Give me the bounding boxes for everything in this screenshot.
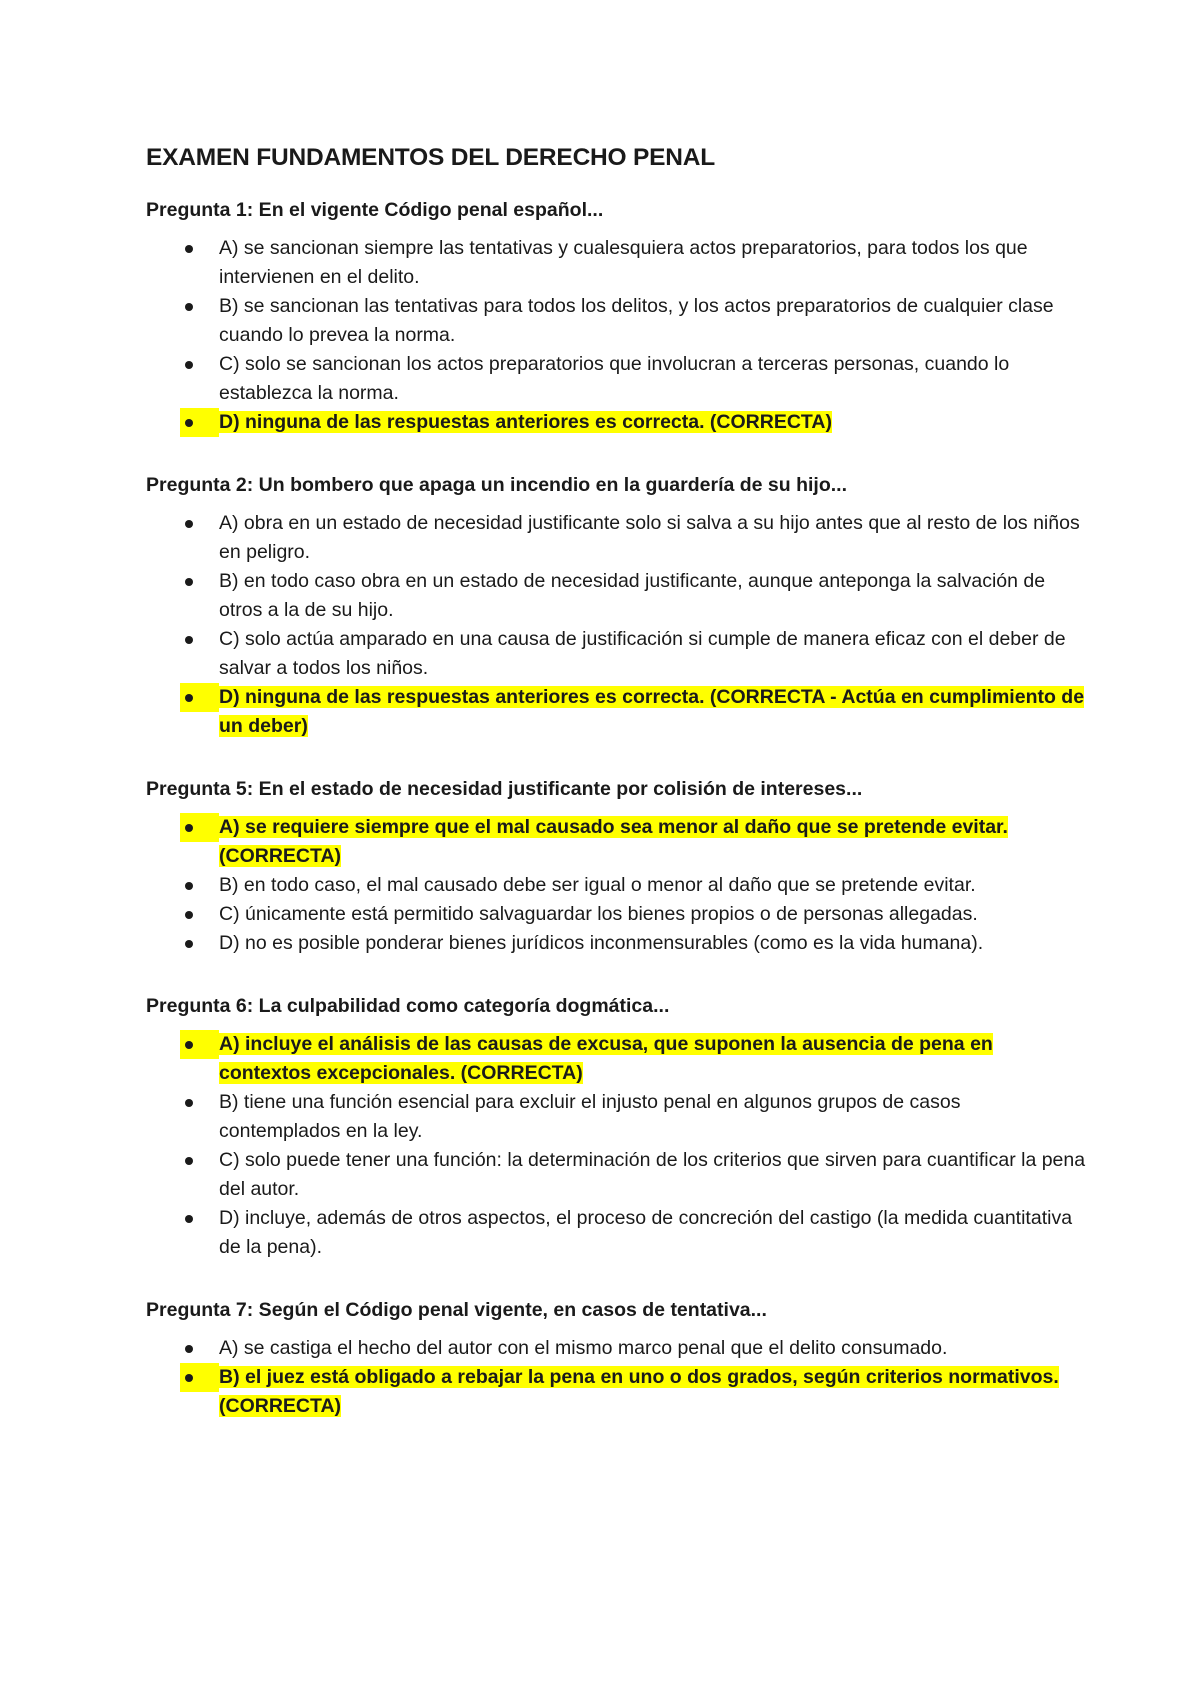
- document-title: EXAMEN FUNDAMENTOS DEL DERECHO PENAL: [146, 144, 716, 171]
- bullet-icon: [185, 1041, 193, 1049]
- answer-options: [146, 509, 1086, 741]
- question-heading: Pregunta 7: Según el Código penal vigente, en casos de tentativa...: [146, 1299, 767, 1321]
- question-heading: Pregunta 1: En el vigente Código penal español...: [146, 199, 604, 221]
- question-6: [146, 992, 1086, 1262]
- bullet-icon: [185, 303, 193, 311]
- answer-option-correct: A) se requiere siempre que el mal causado sea menor al daño que se pretende evitar. (CORRECTA): [146, 813, 1086, 871]
- question-heading: Pregunta 5: En el estado de necesidad justificante por colisión de intereses...: [146, 778, 863, 800]
- answer-option: A) se castiga el hecho del autor con el mismo marco penal que el delito consumado.: [146, 1334, 1086, 1363]
- question-2: [146, 471, 1086, 741]
- bullet-icon: [185, 940, 193, 948]
- answer-option: D) no es posible ponderar bienes jurídicos inconmensurables (como es la vida humana).: [146, 929, 1086, 958]
- answer-option: B) se sancionan las tentativas para todos los delitos, y los actos preparatorios de cualquier clase cuando lo prevea la norma.: [146, 292, 1086, 350]
- answer-options: [146, 1334, 1086, 1421]
- bullet-icon: [185, 520, 193, 528]
- answer-option: B) tiene una función esencial para excluir el injusto penal en algunos grupos de casos contemplados en la ley.: [146, 1088, 1086, 1146]
- answer-option: A) obra en un estado de necesidad justificante solo si salva a su hijo antes que al resto de los niños en peligro.: [146, 509, 1086, 567]
- question-7: [146, 1296, 1086, 1421]
- bullet-icon: [185, 1099, 193, 1107]
- bullet-icon: [185, 1215, 193, 1223]
- bullet-icon: [185, 882, 193, 890]
- answer-option-correct: D) ninguna de las respuestas anteriores es correcta. (CORRECTA - Actúa en cumplimiento de un deber): [146, 683, 1086, 741]
- answer-option: C) únicamente está permitido salvaguardar los bienes propios o de personas allegadas.: [146, 900, 1086, 929]
- bullet-icon: [185, 578, 193, 586]
- answer-option-correct: B) el juez está obligado a rebajar la pena en uno o dos grados, según criterios normativos. (CORRECTA): [146, 1363, 1086, 1421]
- answer-option: B) en todo caso obra en un estado de necesidad justificante, aunque anteponga la salvación de otros a la de su hijo.: [146, 567, 1086, 625]
- document-page: [146, 140, 1086, 1421]
- answer-option: A) se sancionan siempre las tentativas y cualesquiera actos preparatorios, para todos los que intervienen en el delito.: [146, 234, 1086, 292]
- bullet-icon: [185, 636, 193, 644]
- bullet-icon: [185, 824, 193, 832]
- answer-option: D) incluye, además de otros aspectos, el proceso de concreción del castigo (la medida cuantitativa de la pena).: [146, 1204, 1086, 1262]
- bullet-icon: [185, 245, 193, 253]
- question-heading: Pregunta 2: Un bombero que apaga un incendio en la guardería de su hijo...: [146, 474, 848, 496]
- answer-option: C) solo se sancionan los actos preparatorios que involucran a terceras personas, cuando lo establezca la norma.: [146, 350, 1086, 408]
- answer-option: C) solo actúa amparado en una causa de justificación si cumple de manera eficaz con el deber de salvar a todos los niños.: [146, 625, 1086, 683]
- bullet-icon: [185, 361, 193, 369]
- bullet-icon: [185, 1345, 193, 1353]
- answer-options: [146, 813, 1086, 958]
- answer-option-correct: D) ninguna de las respuestas anteriores es correcta. (CORRECTA): [146, 408, 1086, 437]
- answer-options: [146, 1030, 1086, 1262]
- question-5: [146, 775, 1086, 958]
- question-heading: Pregunta 6: La culpabilidad como categoría dogmática...: [146, 995, 670, 1017]
- bullet-icon: [185, 911, 193, 919]
- bullet-icon: [185, 419, 193, 427]
- bullet-icon: [185, 694, 193, 702]
- answer-option: C) solo puede tener una función: la determinación de los criterios que sirven para cuantificar la pena del autor.: [146, 1146, 1086, 1204]
- answer-options: [146, 234, 1086, 437]
- answer-option: B) en todo caso, el mal causado debe ser igual o menor al daño que se pretende evitar.: [146, 871, 1086, 900]
- question-1: [146, 196, 1086, 437]
- bullet-icon: [185, 1374, 193, 1382]
- bullet-icon: [185, 1157, 193, 1165]
- answer-option-correct: A) incluye el análisis de las causas de excusa, que suponen la ausencia de pena en contextos excepcionales. (CORRECTA): [146, 1030, 1086, 1088]
